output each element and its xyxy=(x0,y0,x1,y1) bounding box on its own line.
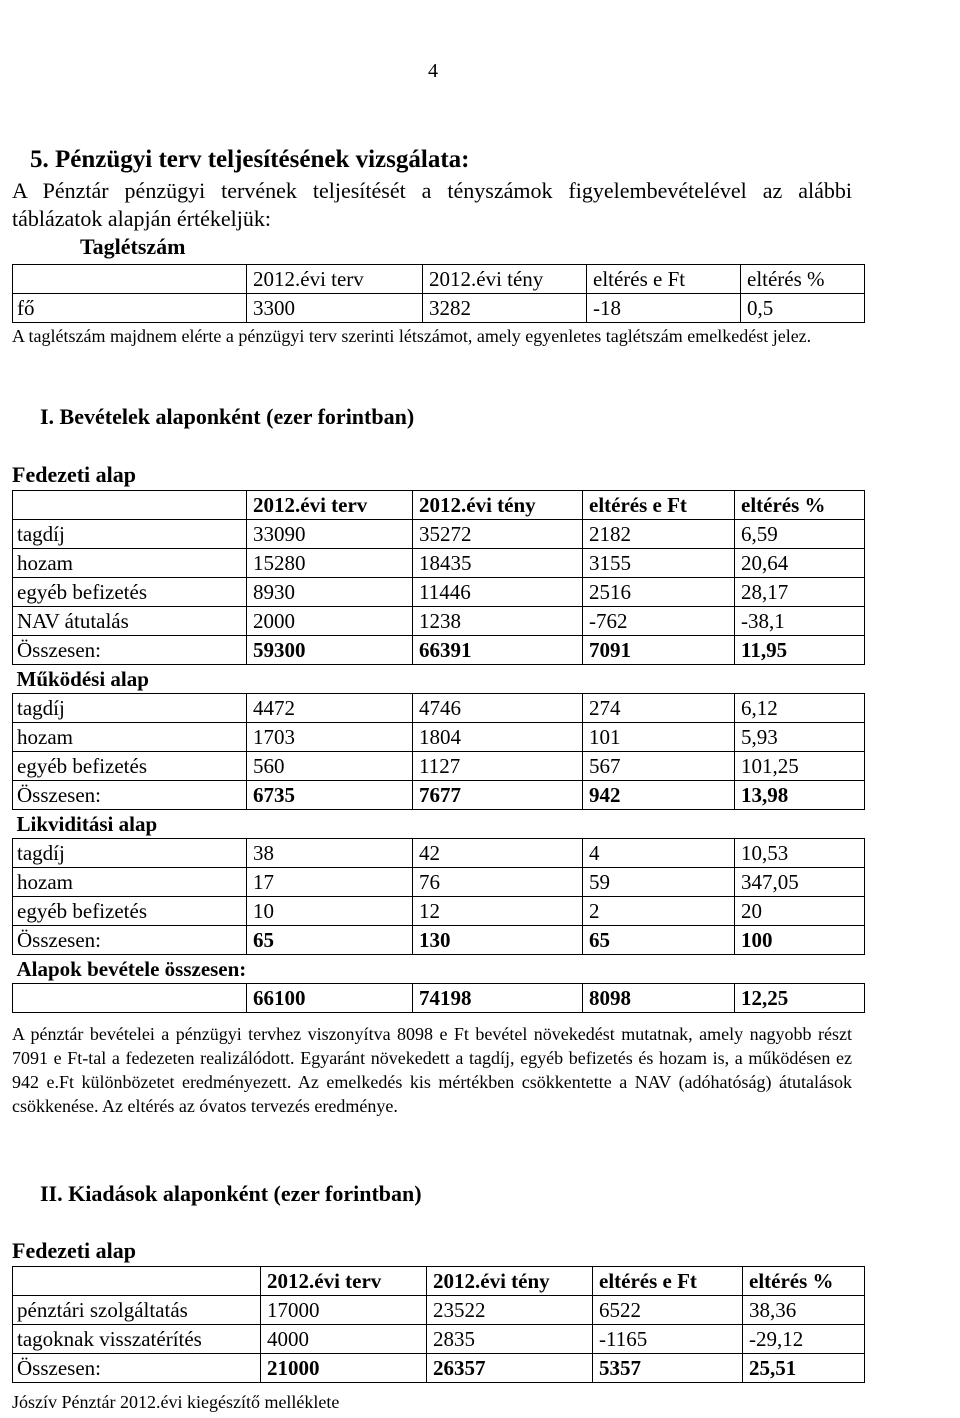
cell: 38,36 xyxy=(743,1296,865,1325)
cell: 274 xyxy=(583,694,735,723)
cell: 101,25 xyxy=(735,752,865,781)
cell: 26357 xyxy=(427,1354,593,1383)
cell: 17 xyxy=(247,868,413,897)
row-label: Összesen: xyxy=(13,781,247,810)
table-row xyxy=(13,520,865,549)
row-label: hozam xyxy=(13,549,247,578)
row-label: tagoknak visszatérítés xyxy=(13,1325,261,1354)
cell: 66391 xyxy=(413,636,583,665)
table-header-row xyxy=(13,491,865,520)
header-cell: 2012.évi tény xyxy=(427,1267,593,1296)
group-total-income: Alapok bevétele összesen: xyxy=(13,955,865,984)
table-row xyxy=(13,694,865,723)
total-row xyxy=(13,926,865,955)
cell: 20 xyxy=(735,897,865,926)
cell: 38 xyxy=(247,839,413,868)
row-label: Összesen: xyxy=(13,1354,261,1383)
cell: 2516 xyxy=(583,578,735,607)
cell: 18435 xyxy=(413,549,583,578)
row-label: hozam xyxy=(13,868,247,897)
cell: -38,1 xyxy=(735,607,865,636)
table-row xyxy=(13,897,865,926)
cell: 3155 xyxy=(583,549,735,578)
table-row xyxy=(13,294,865,323)
cell: 28,17 xyxy=(735,578,865,607)
cell: 12 xyxy=(413,897,583,926)
cell: -18 xyxy=(587,294,741,323)
group-row xyxy=(13,955,865,984)
header-cell: eltérés % xyxy=(741,265,865,294)
cell: 12,25 xyxy=(735,984,865,1013)
cell: 100 xyxy=(735,926,865,955)
table-row xyxy=(13,1325,865,1354)
row-label: Összesen: xyxy=(13,636,247,665)
cell: 567 xyxy=(583,752,735,781)
group-likviditasi-alap: Likviditási alap xyxy=(13,810,865,839)
header-cell: 2012.évi terv xyxy=(247,491,413,520)
cell: 1703 xyxy=(247,723,413,752)
header-cell xyxy=(13,1267,261,1296)
cell: 7677 xyxy=(413,781,583,810)
cell: -1165 xyxy=(593,1325,743,1354)
cell: 10 xyxy=(247,897,413,926)
cell: 4 xyxy=(583,839,735,868)
row-label: tagdíj xyxy=(13,839,247,868)
cell: 7091 xyxy=(583,636,735,665)
cell: 25,51 xyxy=(743,1354,865,1383)
cell: 42 xyxy=(413,839,583,868)
row-label: fő xyxy=(13,294,247,323)
table-row xyxy=(13,839,865,868)
income-title: I. Bevételek alaponként (ezer forintban) xyxy=(40,404,415,429)
headcount-table xyxy=(12,264,865,323)
cell: 2000 xyxy=(247,607,413,636)
row-label xyxy=(13,984,247,1013)
group-fedezeti-alap: Fedezeti alap xyxy=(12,1238,137,1263)
income-note: A pénztár bevételei a pénzügyi tervhez viszonyítva 8098 e Ft bevétel növekedést mutatnak, amely nagyobb részt 7091 e Ft-tal a fedezeten realizálódott. Egyaránt növekedett a tagdíj, egyéb befizetés és hozam is, a működésen ez 942 e.Ft különbözetet eredményezett. Az emelkedés kis mértékben csökkentette a NAV (adóhatóság) átutalások csökkenése. Az eltérés az óvatos tervezés eredménye. xyxy=(12,1024,852,1116)
cell: 17000 xyxy=(261,1296,427,1325)
cell: 2182 xyxy=(583,520,735,549)
cell: 3300 xyxy=(247,294,423,323)
header-cell: eltérés % xyxy=(743,1267,865,1296)
header-cell xyxy=(13,491,247,520)
grand-total-row xyxy=(13,984,865,1013)
table-header-row xyxy=(13,265,865,294)
row-label: hozam xyxy=(13,723,247,752)
header-cell: 2012.évi tény xyxy=(413,491,583,520)
total-row xyxy=(13,636,865,665)
cell: 1804 xyxy=(413,723,583,752)
cell: 59 xyxy=(583,868,735,897)
cell: 23522 xyxy=(427,1296,593,1325)
table-row xyxy=(13,1296,865,1325)
table-row xyxy=(13,752,865,781)
cell: 6,12 xyxy=(735,694,865,723)
cell: 65 xyxy=(583,926,735,955)
cell: 5357 xyxy=(593,1354,743,1383)
cell: 15280 xyxy=(247,549,413,578)
cell: 2835 xyxy=(427,1325,593,1354)
table-row xyxy=(13,578,865,607)
cell: 1238 xyxy=(413,607,583,636)
group-row xyxy=(13,665,865,694)
cell: 35272 xyxy=(413,520,583,549)
cell: 4746 xyxy=(413,694,583,723)
cell: 8098 xyxy=(583,984,735,1013)
table-row xyxy=(13,723,865,752)
header-cell: eltérés e Ft xyxy=(583,491,735,520)
cell: 942 xyxy=(583,781,735,810)
header-cell: 2012.évi tény xyxy=(423,265,587,294)
cell: 101 xyxy=(583,723,735,752)
header-cell: eltérés e Ft xyxy=(587,265,741,294)
row-label: NAV átutalás xyxy=(13,607,247,636)
cell: 33090 xyxy=(247,520,413,549)
table-row xyxy=(13,868,865,897)
row-label: tagdíj xyxy=(13,694,247,723)
total-row xyxy=(13,781,865,810)
table-row xyxy=(13,607,865,636)
cell: 65 xyxy=(247,926,413,955)
group-mukodesi-alap: Működési alap xyxy=(13,665,865,694)
header-cell: 2012.évi terv xyxy=(247,265,423,294)
table-row xyxy=(13,549,865,578)
cell: 6735 xyxy=(247,781,413,810)
cell: 10,53 xyxy=(735,839,865,868)
intro-paragraph: A Pénztár pénzügyi tervének teljesítését a tényszámok figyelembevételével az alábbi táblázatok alapján értékeljük: xyxy=(12,178,852,231)
cell: 6,59 xyxy=(735,520,865,549)
cell: 6522 xyxy=(593,1296,743,1325)
row-label: tagdíj xyxy=(13,520,247,549)
row-label: pénztári szolgáltatás xyxy=(13,1296,261,1325)
cell: 8930 xyxy=(247,578,413,607)
cell: 11,95 xyxy=(735,636,865,665)
cell: 3282 xyxy=(423,294,587,323)
page-footer: Jószív Pénztár 2012.évi kiegészítő melléklete xyxy=(12,1392,340,1412)
income-table xyxy=(12,490,865,1013)
cell: -29,12 xyxy=(743,1325,865,1354)
cell: 20,64 xyxy=(735,549,865,578)
cell: 66100 xyxy=(247,984,413,1013)
cell: 11446 xyxy=(413,578,583,607)
cell: 59300 xyxy=(247,636,413,665)
group-row xyxy=(13,810,865,839)
section-title: 5. Pénzügyi terv teljesítésének vizsgálata: xyxy=(30,146,470,173)
expenses-title: II. Kiadások alaponként (ezer forintban) xyxy=(40,1181,422,1206)
cell: 130 xyxy=(413,926,583,955)
row-label: egyéb befizetés xyxy=(13,578,247,607)
row-label: Összesen: xyxy=(13,926,247,955)
cell: 76 xyxy=(413,868,583,897)
cell: 21000 xyxy=(261,1354,427,1383)
group-fedezeti-alap: Fedezeti alap xyxy=(12,462,137,487)
table-header-row xyxy=(13,1267,865,1296)
row-label: egyéb befizetés xyxy=(13,897,247,926)
cell: 5,93 xyxy=(735,723,865,752)
cell: 74198 xyxy=(413,984,583,1013)
row-label: egyéb befizetés xyxy=(13,752,247,781)
page-number: 4 xyxy=(428,60,438,82)
header-cell: eltérés e Ft xyxy=(593,1267,743,1296)
cell: 13,98 xyxy=(735,781,865,810)
cell: 4472 xyxy=(247,694,413,723)
total-row xyxy=(13,1354,865,1383)
expenses-table xyxy=(12,1266,865,1383)
cell: 2 xyxy=(583,897,735,926)
cell: 4000 xyxy=(261,1325,427,1354)
headcount-note: A taglétszám majdnem elérte a pénzügyi terv szerinti létszámot, amely egyenletes taglétszám emelkedést jelez. xyxy=(12,326,812,346)
headcount-title: Taglétszám xyxy=(80,234,186,259)
cell: 1127 xyxy=(413,752,583,781)
cell: 347,05 xyxy=(735,868,865,897)
header-cell: 2012.évi terv xyxy=(261,1267,427,1296)
cell: 0,5 xyxy=(741,294,865,323)
cell: -762 xyxy=(583,607,735,636)
header-cell: eltérés % xyxy=(735,491,865,520)
header-cell xyxy=(13,265,247,294)
cell: 560 xyxy=(247,752,413,781)
